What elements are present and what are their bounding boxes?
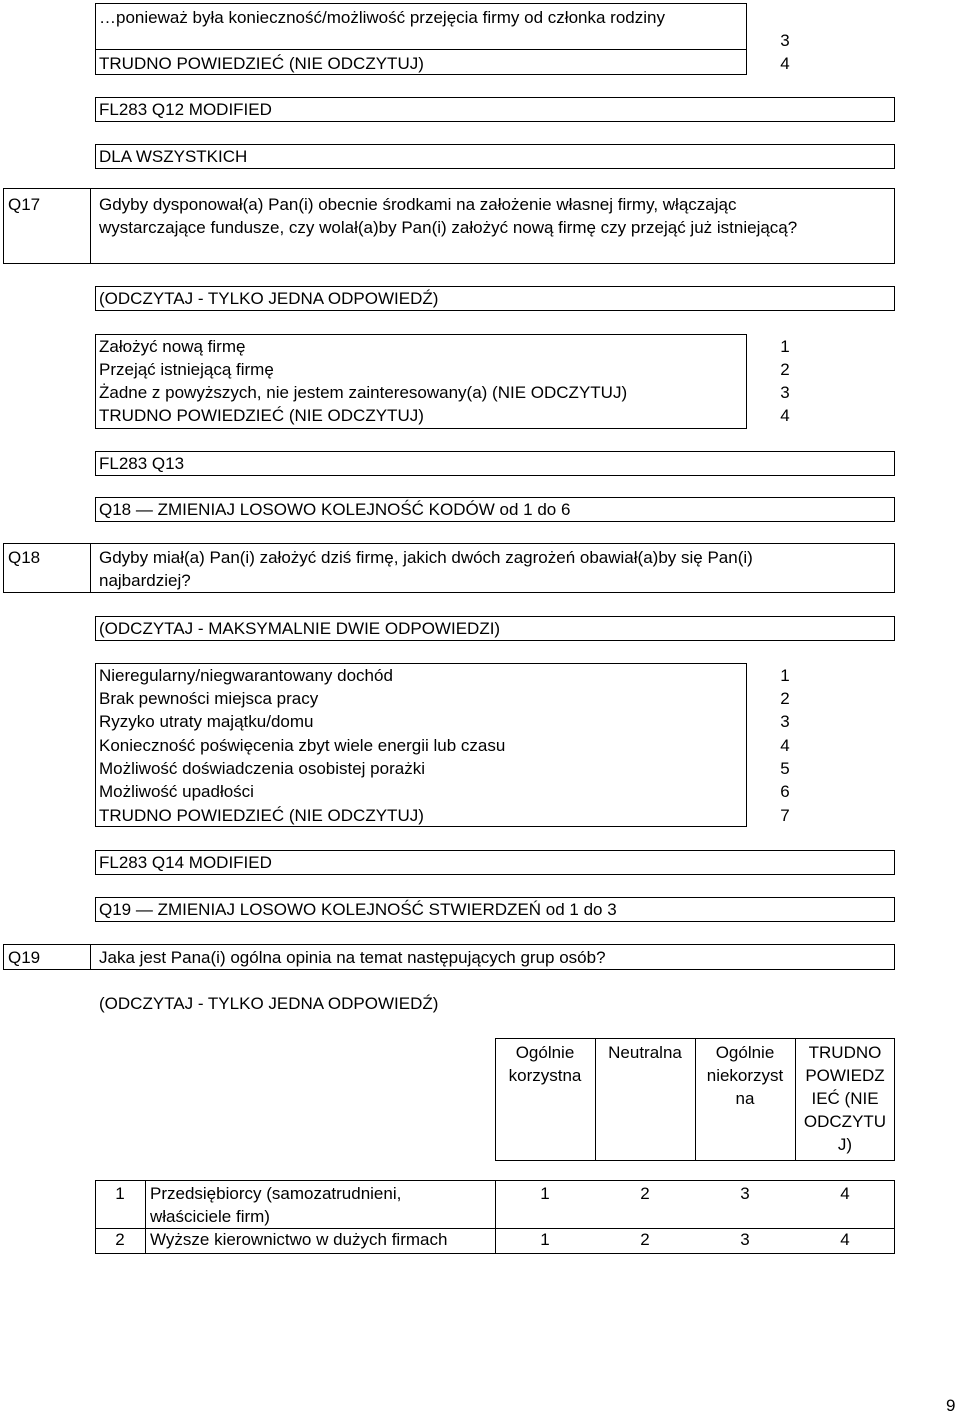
header-line: IEĆ (NIE — [811, 1089, 879, 1108]
option-label: TRUDNO POWIEDZIEĆ (NIE ODCZYTUJ) — [99, 806, 424, 825]
option-label: Żadne z powyższych, nie jestem zainteresowany(a) (NIE ODCZYTUJ) — [99, 383, 628, 402]
question-text: Gdyby miał(a) Pan(i) założyć dziś firmę, jakich dwóch zagrożeń obawiał(a)by się Pan(i) — [99, 548, 753, 567]
option-code: 4 — [780, 736, 790, 755]
question-text: Jaka jest Pana(i) ogólna opinia na temat następujących grup osób? — [99, 948, 606, 967]
question-id: Q19 — [8, 948, 41, 967]
filter-label: FL283 Q14 MODIFIED — [99, 853, 272, 872]
option-label: Ryzyko utraty majątku/domu — [99, 712, 314, 731]
instruction-label: (ODCZYTAJ - TYLKO JEDNA ODPOWIEDŹ) — [99, 289, 439, 308]
instruction-label: (ODCZYTAJ - TYLKO JEDNA ODPOWIEDŹ) — [99, 994, 439, 1013]
question-text: Gdyby dysponował(a) Pan(i) obecnie środkami na założenie własnej firmy, włączając — [99, 195, 737, 214]
note-label: Q18 — ZMIENIAJ LOSOWO KOLEJNOŚĆ KODÓW od 1 do 6 — [99, 500, 571, 519]
header-line: niekorzyst — [706, 1066, 784, 1085]
question-id: Q18 — [8, 548, 41, 567]
option-code: 3 — [780, 712, 790, 731]
cell-code: 2 — [640, 1184, 650, 1203]
divider — [90, 543, 91, 593]
option-label: …ponieważ była konieczność/możliwość przejęcia firmy od członka rodziny — [99, 8, 665, 27]
row-number: 1 — [115, 1184, 125, 1203]
option-label: Brak pewności miejsca pracy — [99, 689, 319, 708]
note-label: Q19 — ZMIENIAJ LOSOWO KOLEJNOŚĆ STWIERDZEŃ od 1 do 3 — [99, 900, 617, 919]
option-code: 5 — [780, 759, 790, 778]
option-code: 2 — [780, 689, 790, 708]
column-header — [695, 1041, 795, 1110]
option-code: 1 — [780, 337, 790, 356]
option-code: 4 — [780, 54, 790, 73]
header-line: J) — [837, 1135, 853, 1154]
header-line: Ogólnie — [715, 1043, 775, 1062]
column-header — [595, 1041, 695, 1064]
filter-box — [95, 451, 895, 476]
question-text: wystarczające fundusze, czy wolał(a)by Pan(i) założyć nową firmę czy przejąć już istniejącą? — [99, 218, 798, 237]
row-number: 2 — [115, 1230, 125, 1249]
divider — [90, 944, 91, 970]
option-code: 3 — [780, 31, 790, 50]
divider — [495, 1180, 496, 1254]
cell-code: 3 — [740, 1230, 750, 1249]
header-line: Neutralna — [608, 1043, 682, 1062]
cell-code: 1 — [540, 1184, 550, 1203]
cell-code: 1 — [540, 1230, 550, 1249]
option-code: 1 — [780, 666, 790, 685]
option-label: Konieczność poświęcenia zbyt wiele energii lub czasu — [99, 736, 506, 755]
option-label: TRUDNO POWIEDZIEĆ (NIE ODCZYTUJ) — [99, 54, 424, 73]
option-code: 2 — [780, 360, 790, 379]
option-code: 4 — [780, 406, 790, 425]
cell-code: 3 — [740, 1184, 750, 1203]
option-label: Możliwość doświadczenia osobistej porażki — [99, 759, 425, 778]
divider — [145, 1180, 146, 1254]
row-label: właściciele firm) — [150, 1207, 270, 1226]
filter-label: FL283 Q12 MODIFIED — [99, 100, 272, 119]
option-label: Założyć nową firmę — [99, 337, 246, 356]
row-label: Wyższe kierownictwo w dużych firmach — [150, 1230, 448, 1249]
divider — [95, 49, 747, 50]
option-label: TRUDNO POWIEDZIEĆ (NIE ODCZYTUJ) — [99, 406, 424, 425]
question-text: najbardziej? — [99, 571, 191, 590]
option-code: 3 — [780, 383, 790, 402]
option-code: 7 — [780, 806, 790, 825]
page-number: 9 — [946, 1396, 956, 1415]
header-line: Ogólnie — [515, 1043, 575, 1062]
header-line: na — [735, 1089, 755, 1108]
option-code: 6 — [780, 782, 790, 801]
column-header — [495, 1041, 595, 1087]
row-label: Przedsiębiorcy (samozatrudnieni, — [150, 1184, 402, 1203]
cell-code: 2 — [640, 1230, 650, 1249]
instruction-label: (ODCZYTAJ - MAKSYMALNIE DWIE ODPOWIEDZI) — [99, 619, 501, 638]
option-label: Możliwość upadłości — [99, 782, 254, 801]
header-line: ODCZYTU — [803, 1112, 887, 1131]
cell-code: 4 — [840, 1184, 850, 1203]
header-line: POWIEDZ — [805, 1066, 885, 1085]
header-line: korzystna — [508, 1066, 582, 1085]
column-header — [795, 1041, 895, 1156]
filter-label: FL283 Q13 — [99, 454, 185, 473]
header-line: TRUDNO — [808, 1043, 882, 1062]
option-label: Przejąć istniejącą firmę — [99, 360, 274, 379]
question-id: Q17 — [8, 195, 41, 214]
option-label: Nieregularny/niegwarantowany dochód — [99, 666, 393, 685]
divider — [90, 188, 91, 264]
filter-label: DLA WSZYSTKICH — [99, 147, 248, 166]
cell-code: 4 — [840, 1230, 850, 1249]
